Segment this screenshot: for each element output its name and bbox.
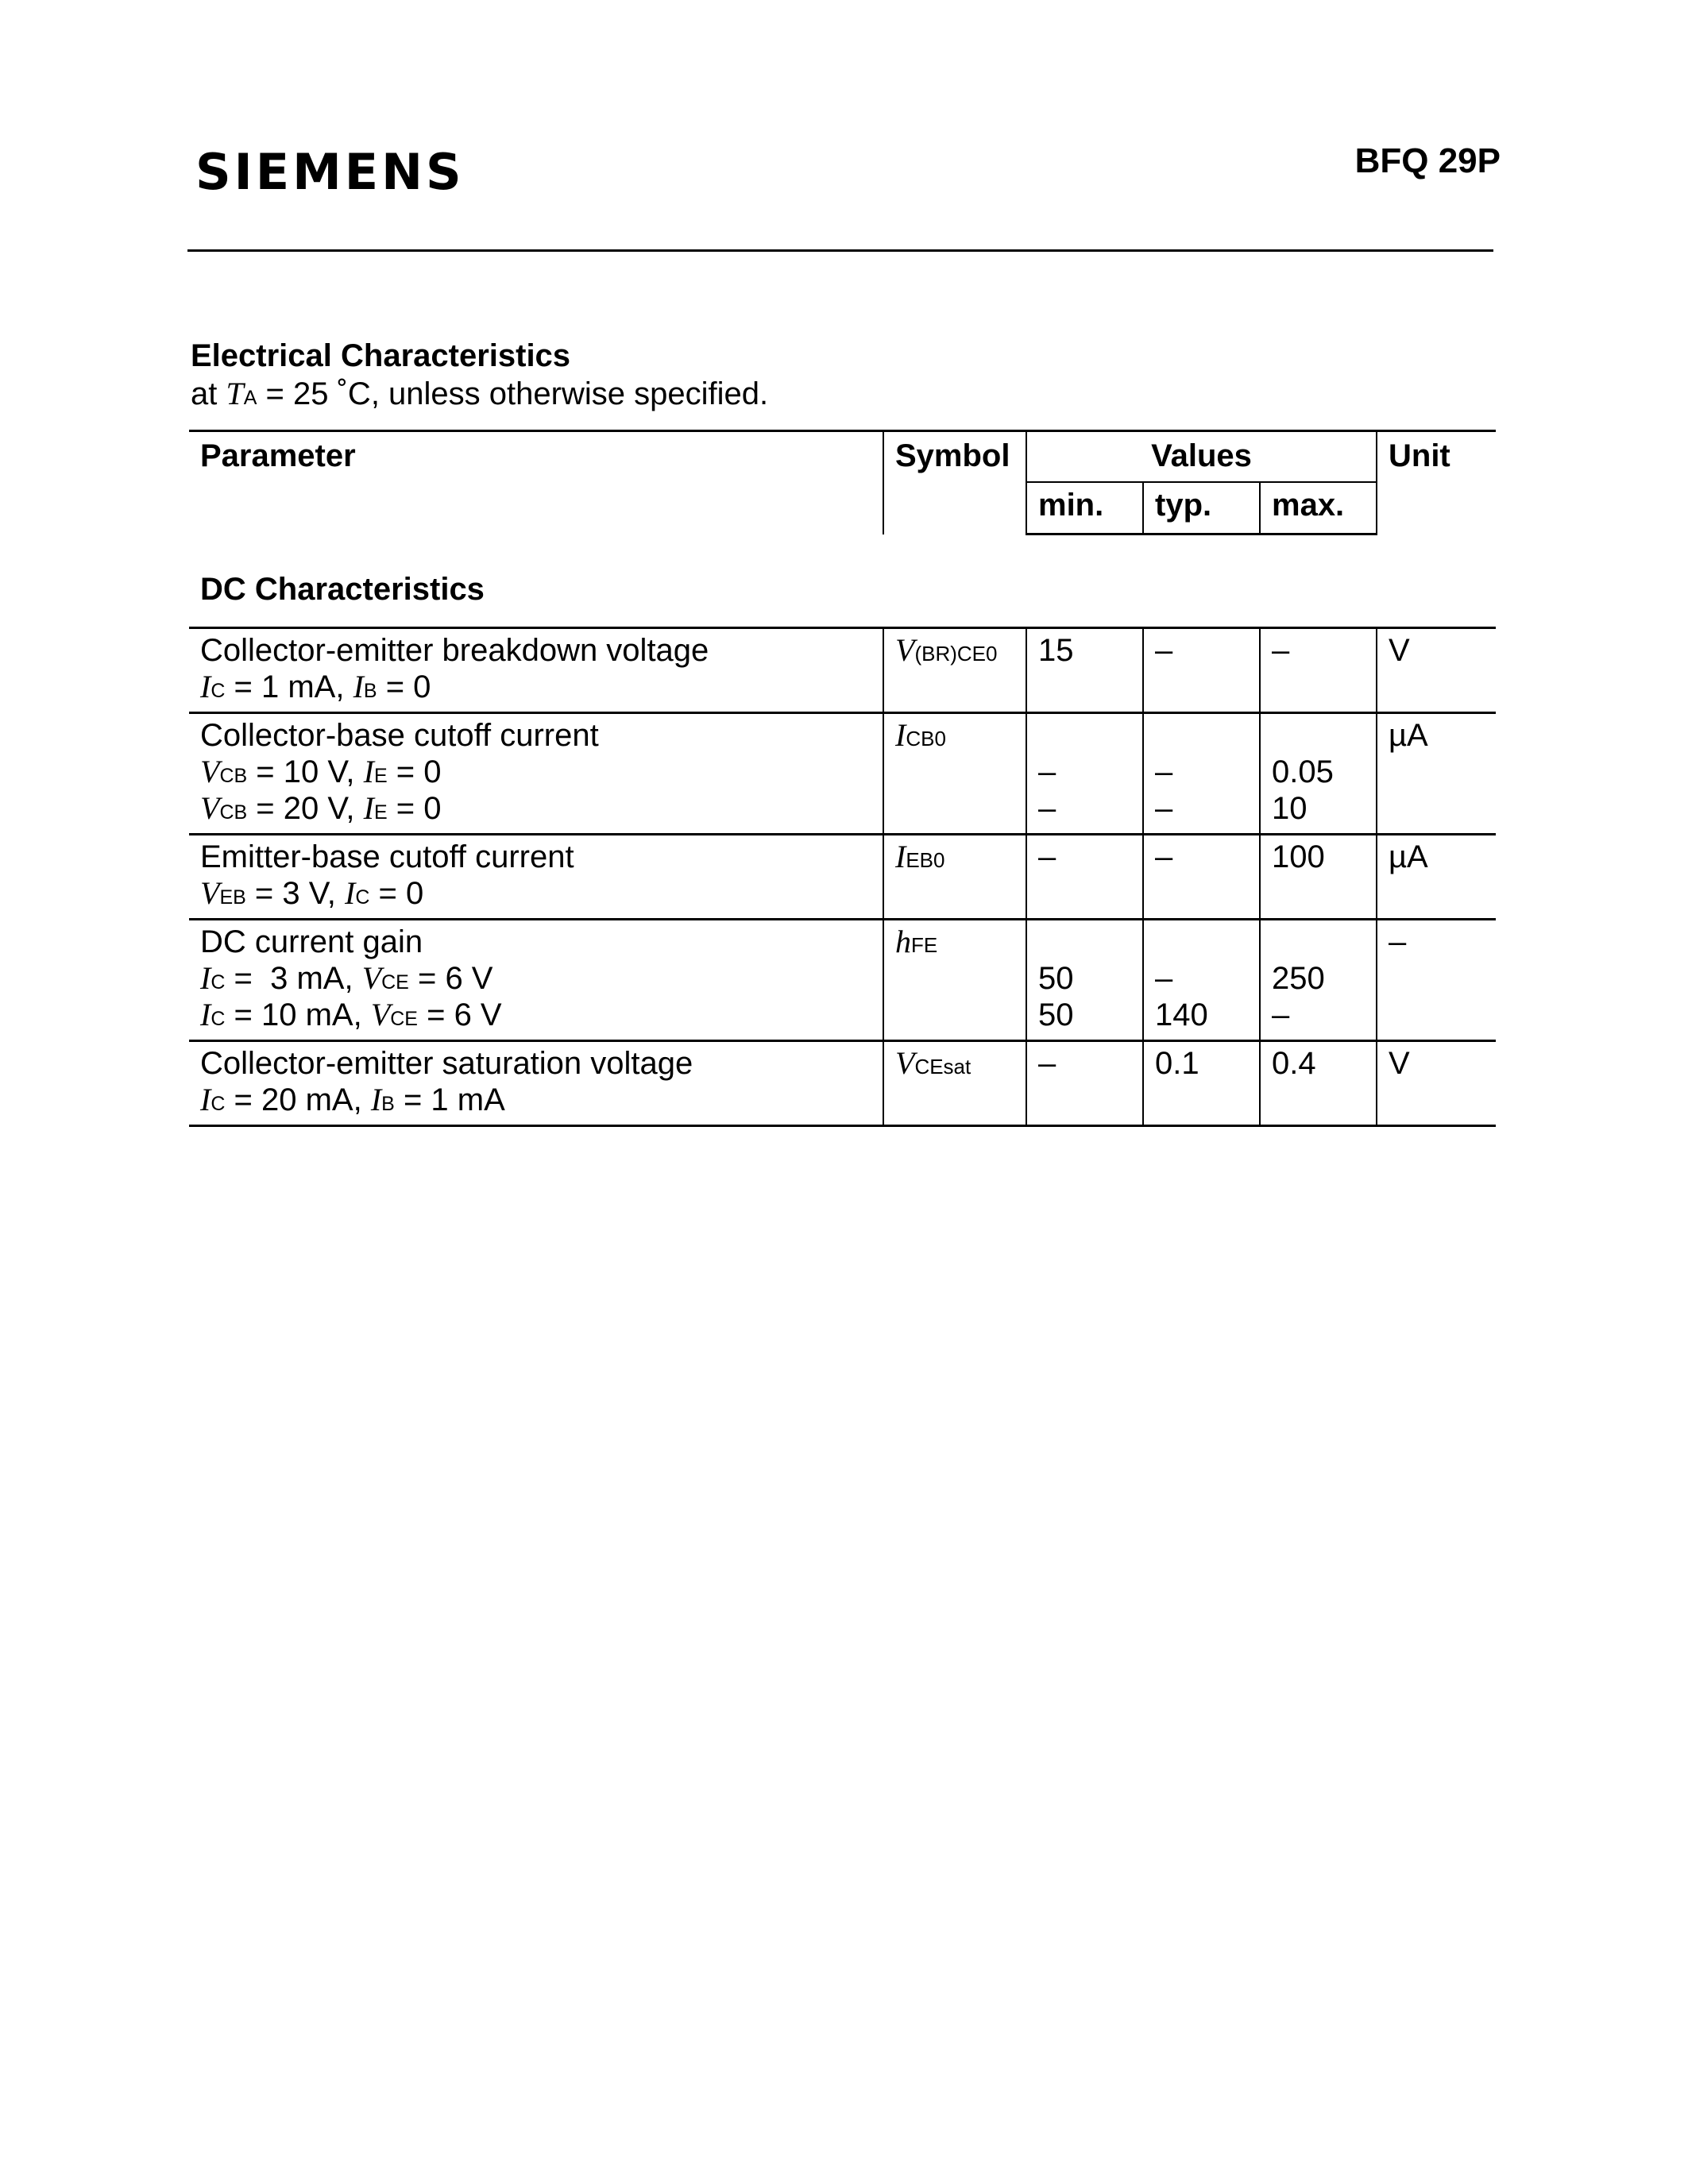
spacer: [1272, 924, 1376, 960]
condition-subscript: A: [243, 387, 257, 409]
value-max: 10: [1272, 791, 1308, 826]
value-max: –: [1272, 633, 1290, 668]
condition-sub: CE: [390, 1008, 418, 1030]
parameter-cell: [189, 920, 883, 1041]
unit-cell: [1377, 713, 1496, 835]
symbol-sub: (BR)CE0: [914, 642, 998, 666]
test-condition: [200, 669, 883, 705]
value-min: –: [1038, 1046, 1056, 1081]
parameter-cell: [189, 628, 883, 713]
test-condition: [200, 875, 883, 912]
condition-text: = 10 mA,: [225, 997, 371, 1032]
unit-cell: [1377, 920, 1496, 1041]
symbol-cell: [883, 835, 1026, 920]
value-min: –: [1038, 754, 1056, 789]
symbol-var: I: [895, 839, 906, 874]
condition-text: = 0: [387, 791, 442, 826]
condition-sub: B: [363, 680, 377, 702]
condition-text: = 20 mA,: [225, 1082, 371, 1117]
symbol-cell: [883, 628, 1026, 713]
value-min: 15: [1038, 633, 1074, 668]
condition-variable: T: [226, 376, 244, 411]
unit-cell: [1377, 628, 1496, 713]
table-row: [189, 920, 1496, 1041]
condition-text: = 3 V,: [245, 876, 345, 911]
header-typ: typ.: [1143, 482, 1260, 534]
condition-var: I: [200, 997, 211, 1032]
condition-sub: C: [211, 1008, 226, 1030]
value-typ-cell: [1143, 628, 1260, 713]
value-typ: –: [1155, 754, 1173, 789]
condition-text: = 3 mA,: [225, 961, 362, 996]
value-typ: –: [1155, 961, 1173, 996]
value-typ: –: [1155, 633, 1173, 668]
value-typ-cell: [1143, 713, 1260, 835]
unit-cell: [1377, 835, 1496, 920]
symbol-var: I: [895, 717, 906, 753]
unit-value: µA: [1389, 718, 1428, 753]
parameter-name: Collector-emitter saturation voltage: [200, 1046, 693, 1081]
characteristics-table: [189, 430, 1496, 1127]
condition-text: = 0: [377, 669, 431, 704]
parameter-cell: [189, 835, 883, 920]
value-min-cell: [1026, 835, 1143, 920]
condition-sub: E: [373, 765, 388, 787]
condition-var: V: [361, 960, 382, 996]
value-min: –: [1038, 839, 1056, 874]
condition-var: V: [370, 997, 391, 1032]
condition-sub: B: [381, 1093, 395, 1115]
condition-sub: EB: [219, 886, 246, 909]
symbol-var: V: [895, 1045, 915, 1081]
spacer: [1038, 924, 1142, 960]
condition-var: V: [200, 875, 220, 911]
section-title: Electrical Characteristics: [191, 338, 571, 373]
value-max-cell: [1260, 920, 1377, 1041]
value-max: –: [1272, 997, 1290, 1032]
parameter-name: DC current gain: [200, 924, 423, 959]
condition-text: = 1 mA,: [225, 669, 353, 704]
condition-text: = 20 V,: [247, 791, 364, 826]
condition-sub: CB: [219, 801, 248, 824]
unit-value: –: [1389, 924, 1407, 959]
value-max: 250: [1272, 961, 1325, 996]
condition-var: V: [200, 790, 220, 826]
condition-sub: C: [355, 886, 370, 909]
condition-var: I: [344, 875, 356, 911]
spacer: [1038, 717, 1142, 754]
unit-cell: [1377, 1041, 1496, 1126]
parameter-name: Collector-emitter breakdown voltage: [200, 633, 709, 668]
condition-var: I: [363, 790, 374, 826]
table-row: [189, 713, 1496, 835]
header-symbol: Symbol: [883, 431, 1026, 534]
condition-sub: C: [211, 971, 226, 994]
value-min-cell: [1026, 920, 1143, 1041]
part-number: BFQ 29P: [1354, 141, 1501, 180]
symbol-cell: [883, 713, 1026, 835]
condition-var: I: [200, 1082, 211, 1117]
test-condition: [200, 1082, 883, 1118]
value-typ: –: [1155, 791, 1173, 826]
header-values: Values: [1026, 431, 1377, 482]
parameter-cell: [189, 713, 883, 835]
header-parameter: Parameter: [189, 431, 883, 534]
symbol-sub: EB0: [906, 848, 945, 872]
value-max-cell: [1260, 835, 1377, 920]
table-row: [189, 1041, 1496, 1126]
siemens-logo: SIEMENS: [195, 143, 465, 201]
spacer: [1155, 924, 1259, 960]
value-max: 100: [1272, 839, 1325, 874]
condition-var: I: [200, 960, 211, 996]
condition-text: = 10 V,: [247, 754, 364, 789]
value-min: –: [1038, 791, 1056, 826]
condition-var: I: [200, 669, 211, 704]
value-min-cell: [1026, 713, 1143, 835]
symbol-var: V: [895, 632, 915, 668]
value-max-cell: [1260, 628, 1377, 713]
header-divider: [187, 249, 1493, 252]
condition-sub: CE: [381, 971, 409, 994]
condition-text: = 6 V: [408, 961, 493, 996]
unit-value: µA: [1389, 839, 1428, 874]
value-max: 0.4: [1272, 1046, 1316, 1081]
value-typ: –: [1155, 839, 1173, 874]
value-typ: 140: [1155, 997, 1208, 1032]
unit-value: V: [1389, 1046, 1410, 1081]
condition-sub: CB: [219, 765, 248, 787]
test-condition: [200, 790, 883, 827]
parameter-name: Emitter-base cutoff current: [200, 839, 574, 874]
value-min-cell: [1026, 1041, 1143, 1126]
value-typ-cell: [1143, 835, 1260, 920]
group-title: DC Characteristics: [189, 534, 1496, 628]
value-max-cell: [1260, 713, 1377, 835]
header-unit: Unit: [1377, 431, 1496, 534]
test-condition: [200, 960, 883, 997]
condition-sub: C: [211, 680, 226, 702]
condition-var: V: [200, 754, 220, 789]
symbol-sub: FE: [911, 933, 938, 957]
test-condition: [200, 997, 883, 1033]
value-max: 0.05: [1272, 754, 1334, 789]
section-condition: [191, 375, 768, 412]
header-min: min.: [1026, 482, 1143, 534]
value-min-cell: [1026, 628, 1143, 713]
condition-text: = 1 mA: [394, 1082, 505, 1117]
spacer: [1272, 717, 1376, 754]
table-row: [189, 835, 1496, 920]
condition-text: = 0: [387, 754, 442, 789]
value-min: 50: [1038, 961, 1074, 996]
value-min: 50: [1038, 997, 1074, 1032]
value-typ-cell: [1143, 920, 1260, 1041]
condition-text: = 6 V: [417, 997, 502, 1032]
symbol-cell: [883, 920, 1026, 1041]
condition-prefix: at: [191, 376, 226, 411]
parameter-name: Collector-base cutoff current: [200, 718, 599, 753]
symbol-sub: CEsat: [914, 1055, 971, 1078]
symbol-sub: CB0: [906, 727, 946, 751]
condition-sub: E: [373, 801, 388, 824]
unit-value: V: [1389, 633, 1410, 668]
condition-var: I: [353, 669, 364, 704]
symbol-cell: [883, 1041, 1026, 1126]
value-typ-cell: [1143, 1041, 1260, 1126]
condition-var: I: [370, 1082, 382, 1117]
table-row: [189, 628, 1496, 713]
condition-text: = 0: [369, 876, 424, 911]
value-max-cell: [1260, 1041, 1377, 1126]
condition-var: I: [363, 754, 374, 789]
symbol-var: h: [895, 924, 911, 959]
condition-sub: C: [211, 1093, 226, 1115]
spacer: [1155, 717, 1259, 754]
parameter-cell: [189, 1041, 883, 1126]
header-max: max.: [1260, 482, 1377, 534]
value-typ: 0.1: [1155, 1046, 1199, 1081]
test-condition: [200, 754, 883, 790]
condition-suffix: = 25 ˚C, unless otherwise specified.: [257, 376, 769, 411]
